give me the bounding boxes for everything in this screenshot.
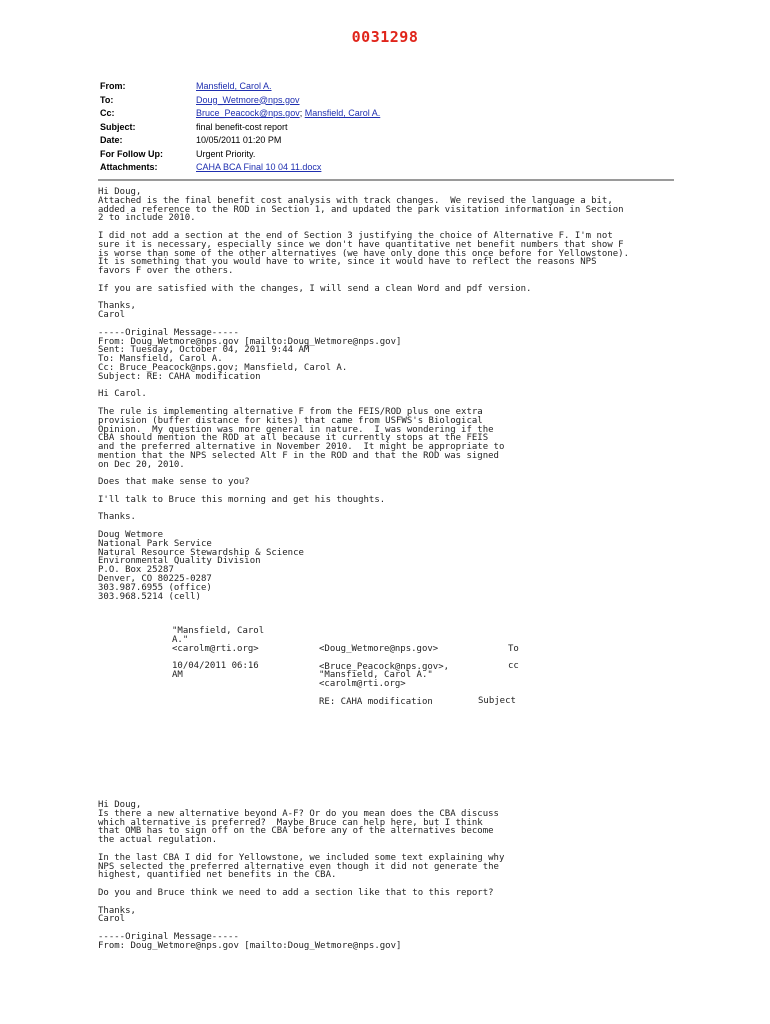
date-row <box>100 135 680 149</box>
from-label: From: <box>100 81 126 91</box>
attachment-link[interactable]: CAHA BCA Final 10 04 11.docx <box>196 162 322 172</box>
cc-label: Cc: <box>100 108 115 118</box>
memo-recipients-block: <Doug_Wetmore@nps.gov> <Bruce_Peacock@nps.gov>, "Mansfield, Carol A." <carolm@rti.org> RE: CAHA modification <box>319 644 450 707</box>
subject-row <box>100 122 680 136</box>
to-row <box>100 95 680 109</box>
date-label: Date: <box>100 135 123 145</box>
to-link[interactable]: Doug_Wetmore@nps.gov <box>196 94 300 105</box>
memo-subject-label: Subject <box>478 696 516 706</box>
from-row <box>100 81 680 95</box>
email-body: Hi Doug, Attached is the final benefit cost analysis with track changes. We revised the language a bit, added a reference to the ROD in Section 1, and updated the park visitation information in Section 2 to include 2010. I did not add a section at the end of Section 3 justifying the choice of Alternative F. I'm not sure it is necessary, especially since we don't have quantitative net benefit numbers that show F is worse than some of the other alternatives (we have only done this once before for Yellowstone). It is something that you would have to write, since it would have to reflect the reasons NPS favors F over the others. If you are satisfied with the changes, I will send a clean Word and pdf version. Thanks, Carol -----Original Message----- From: Doug_Wetmore@nps.gov [mailto:Doug_Wetmore@nps.gov] Sent: Tuesday, October 04, 2011 9:44 AM To: Mansfield, Carol A. Cc: Bruce_Peacock@nps.gov; Mansfield, Carol A. Subject: RE: CAHA modification Hi Carol. The rule is implementing alternative F from the FEIS/ROD plus one extra provision (buffer distance for kites) that came from USFWS's Biological Opinion. My question was more general in nature. I was wondering if the CBA should mention the ROD at all because it currently stops at the FEIS and the preferred alternative in November 2010. It might be appropriate to mention that the NPS selected Alt F in the ROD and that the ROD was signed on Dec 20, 2010. Does that make sense to you? I'll talk to Bruce this morning and get his thoughts. Thanks. Doug Wetmore National Park Service Natural Resource Stewardship & Science Environmental Quality Division P.O. Box 25287 Denver, CO 80225-0287 303.987.6955 (office) 303.968.5214 (cell) <box>98 187 630 602</box>
attachments-row <box>100 162 680 176</box>
memo-sender-block: "Mansfield, Carol A." <carolm@rti.org> 10/04/2011 06:16 AM <box>172 626 265 680</box>
date-value: 10/05/2011 01:20 PM <box>196 135 282 145</box>
cc-link-bruce[interactable]: Bruce_Peacock@nps.gov <box>196 108 300 118</box>
memo-cc-label: cc <box>508 661 519 671</box>
email-header <box>100 81 680 176</box>
from-link[interactable]: Mansfield, Carol A. <box>196 81 272 91</box>
memo-to-label: To <box>508 644 519 654</box>
cc-row <box>100 108 680 122</box>
cc-separator: ; <box>299 108 305 118</box>
cc-values <box>196 108 380 118</box>
header-divider <box>98 179 674 181</box>
subject-label: Subject: <box>100 121 136 132</box>
attachments-label: Attachments: <box>100 162 158 172</box>
document-id: 0031298 <box>351 28 419 46</box>
subject-value: final benefit-cost report <box>196 121 288 132</box>
cc-link-carol[interactable]: Mansfield, Carol A. <box>304 108 381 118</box>
followup-row <box>100 149 680 163</box>
email-body-continued: Hi Doug, Is there a new alternative beyond A-F? Or do you mean does the CBA discuss which alternative is preferred? Maybe Bruce can help here, but I think that OMB has to sign off on the CBA before any of the alternatives become the actual regulation. In the last CBA I did for Yellowstone, we included some text explaining why NPS selected the preferred alternative even though it did not generate the highest, quantified net benefits in the CBA. Do you and Bruce think we need to add a section like that to this report? Thanks, Carol -----Original Message----- From: Doug_Wetmore@nps.gov [mailto:Doug_Wetmore@nps.gov] <box>98 800 505 951</box>
followup-label: For Follow Up: <box>100 148 163 159</box>
to-label: To: <box>100 94 114 105</box>
followup-value: Urgent Priority. <box>196 148 256 159</box>
